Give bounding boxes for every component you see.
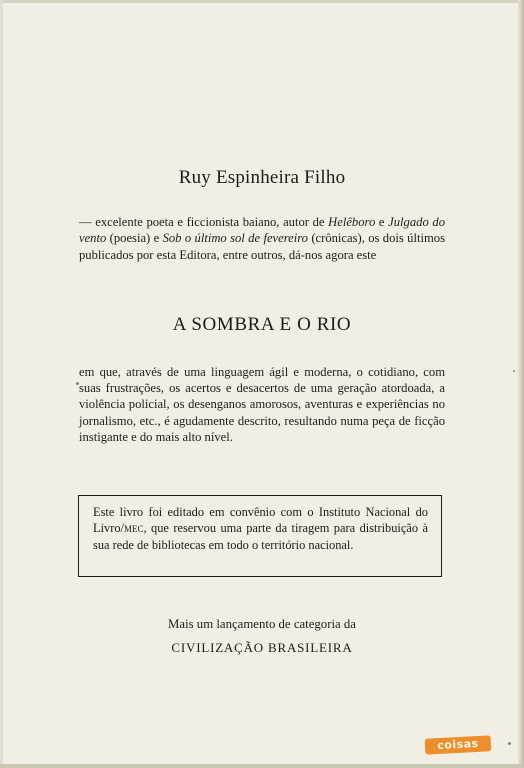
work-title-heleboro: Helêboro	[328, 215, 376, 229]
publisher-name: CIVILIZAÇÃO BRASILEIRA	[171, 640, 353, 655]
work-title-julgado: Julgado do vento	[79, 215, 445, 246]
notice-paragraph	[79, 496, 441, 553]
author-intro	[79, 214, 445, 263]
notice-mec: mec	[123, 521, 144, 536]
publisher-tagline: Mais um lançamento de categoria da	[168, 617, 356, 631]
intro-text-2: e	[375, 215, 389, 229]
intro-paragraph	[79, 214, 445, 263]
notice-box	[78, 495, 442, 577]
page-edge-bottom	[0, 764, 524, 768]
paper-speck	[76, 382, 79, 385]
intro-text-3: (poesia) e	[106, 231, 163, 246]
paper-speck	[508, 742, 511, 745]
page-edge-top	[0, 0, 524, 3]
intro-text-1: — excelente poeta e ficcionista baiano, autor de	[79, 215, 329, 229]
intro-text-4: (crônicas), os dois últimos publicados por esta Editora, entre outros, dá-nos agora este	[79, 231, 445, 262]
notice-text-2: , que reservou uma parte da tiragem para distribuição à sua rede de bibliotecas em todo o território nacional.	[93, 521, 428, 552]
watermark-badge: coisas	[425, 735, 492, 754]
description-paragraph: em que, através de uma linguagem ágil e moderna, o cotidiano, com suas frustrações, os acertos e desacertos de uma geração atordoada, a violência policial, os desenganos amorosos, aventuras e experiências no jornalismo, etc., é agudamente descrito, resultando numa peça de ficção instigante e do mais alto nível.	[79, 365, 445, 444]
book-description	[79, 364, 445, 445]
work-title-sob-o-ultimo-sol: Sob o último sol de fevereiro	[162, 231, 308, 246]
book-title: A SOMBRA E O RIO	[172, 314, 352, 335]
author-name: Ruy Espinheira Filho	[178, 167, 346, 188]
paper-speck	[513, 370, 515, 372]
notice-text-1: Este livro foi editado em convênio com o Instituto Nacional do Livro/	[93, 505, 428, 536]
